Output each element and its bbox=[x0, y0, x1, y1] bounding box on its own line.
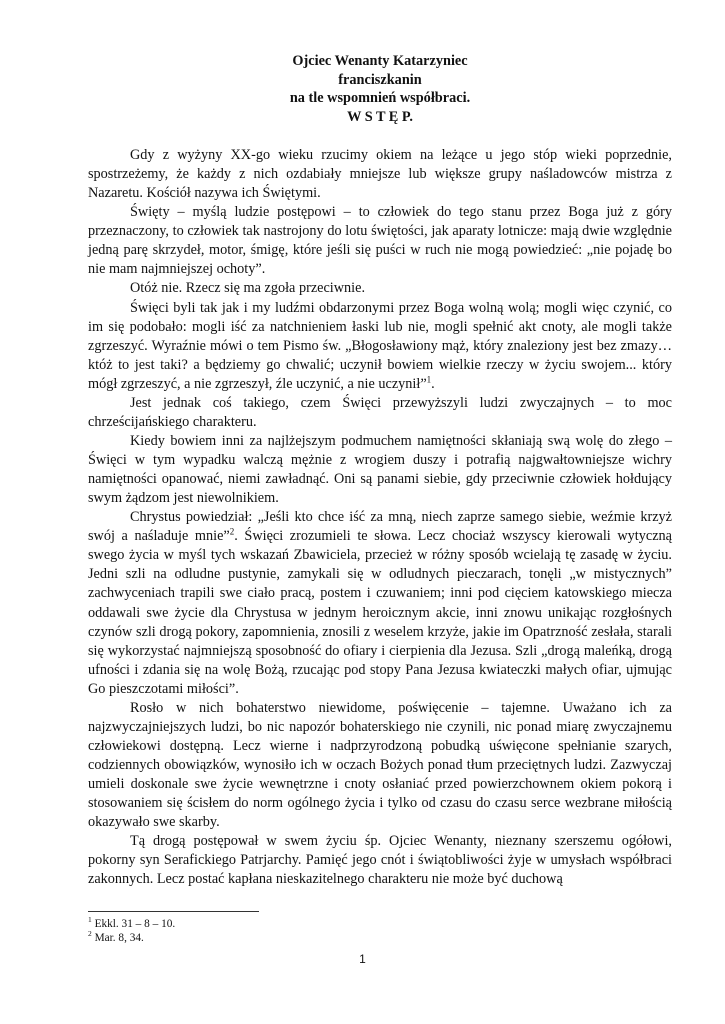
footnote-mark: 2 bbox=[88, 928, 92, 938]
title-block bbox=[90, 52, 670, 126]
footnote bbox=[88, 915, 668, 932]
paragraph-text: Otóż nie. Rzecz się ma zgoła przeciwnie. bbox=[130, 280, 366, 297]
footnote bbox=[88, 928, 668, 946]
paragraph bbox=[88, 279, 672, 298]
title-line-1: Ojciec Wenanty Katarzyniec bbox=[292, 53, 468, 69]
footnote-text: Mar. 8, 34. bbox=[91, 931, 144, 944]
title-line-3: na tle wspomnień współbraci. bbox=[289, 90, 471, 107]
paragraph-text: Tą drogą postępował w swem życiu śp. Ojciec Wenanty, nieznany szerszemu ogółowi, pokorny syn Serafickiego Patrjarchy. Pamięć jego cnót i świątobliwości żyje w umysłach współbraci zakonnych. Lecz postać kapłana nieskazitelnego charakteru nie może być duchową bbox=[88, 833, 672, 888]
paragraph bbox=[88, 508, 672, 699]
paragraph bbox=[88, 203, 672, 279]
footnote-separator bbox=[88, 911, 259, 912]
paragraph: Święci byli tak jak i my ludźmi obdarzonymi przez Boga wolną wolą; mogli więc czynić, co im się podobało: mogli iść za natchnieniem łaski lub nie, mogli spełnić akt cnoty, ale mogli także zgrzeszyć. Wyraźnie mówi o tem Pismo św. „Błogosławiony mąż, który znaleziony jest bez zmazy… któż to jest taki? a będziemy go chwalić; uczynił bowiem wielkie rzeczy w życiu swojem... który mógł zgrzeszyć, a nie zgrzeszył, źle uczynić, a nie uczynił”$^1$. bbox=[88, 299, 672, 392]
paragraph-text: Chrystus powiedział: „Jeśli kto chce iść za mną, niech zaprze samego siebie, weźmie krzyż swój a naśladuje mnie” bbox=[88, 509, 672, 545]
footnote-mark: 1 bbox=[88, 915, 92, 925]
page-number: 1 bbox=[359, 952, 366, 966]
footnote-text: Ekkl. 31 – 8 – 10. bbox=[91, 918, 176, 930]
paragraph-text: Święty – myślą ludzie postępowi – to człowiek do tego stanu przez Boga już z góry przeznaczony, to człowiek tak nastrojony do lotu świętości, jak aparaty lotnicze: mają dwie względnie jedną parę skrzydeł, motor, śmigę, które jeśli się puści w ruch nie mogą powiedzieć: „nie pojadę bo nie mam najmniejszej ochoty”. bbox=[88, 204, 672, 278]
paragraph-text: . Święci zrozumieli te słowa. Lecz chociaż wszyscy kierowali wytyczną swego życia w myśl tych wskazań Zbawiciela, przecież w różny sposób wcielają tę zasadę w życiu. Jedni szli na odludne pustynie, zamykali się w odludnych pieczarach, tonęli „w mistycznych” zachwyceniach trapili swe ciało pracą, postem i czuwaniem; inni pod cięciem katowskiego miecza oddawali swe życie dla Chrystusa w jednym heroicznym akcie, inni znowu unikając rozgłośnych czynów szli drogą pokory, zapomnienia, znosili z weselem krzyże, jakie im Opatrzność zesłała, starali się wykorzystać najmniejszą sposobność do ofiary i cierpienia dla Jezusa. Szli „drogą maleńką, drogą ufności i zdania się na wolę Bożą, rzucając pod stopy Pana Jezusa kwiateczki małych ofiar, ujmując Go pieszczotami miłości”. bbox=[88, 528, 672, 697]
paragraph bbox=[88, 432, 672, 508]
title-line-2: franciszkanin bbox=[338, 71, 422, 88]
footnote-reference[interactable]: 1 bbox=[426, 374, 432, 384]
paragraph-text: Święci byli tak jak i my ludźmi obdarzonymi przez Boga wolną wolą; mogli więc czynić, co im się podobało: mogli iść za natchnieniem łaski lub nie, mogli spełnić akt cnoty, ale mogli także zgrzeszyć. Wyraźnie mówi o tem Pismo św. „Błogosławiony mąż, który znaleziony jest bez zmazy… któż to jest taki? a będziemy go chwalić; uczynił bowiem wielkie rzeczy w życiu swojem... który mógł zgrzeszyć, a nie zgrzeszył, źle uczynić, a nie uczynił” bbox=[88, 299, 672, 392]
paragraph bbox=[88, 832, 672, 889]
footnotes bbox=[88, 915, 668, 945]
paragraph bbox=[88, 394, 672, 432]
paragraph-text: Kiedy bowiem inni za najlżejszym podmuchem namiętności skłaniają swą wolę do złego – Święci w tym wypadku walczą mężnie z wrogiem duszy i potrafią najgwałtowniejsze wichry namiętności opanować, niemi zawładnąć. Oni są panami siebie, gdy przeciwnie człowiek hołdujący swym żądzom jest niewolnikiem. bbox=[88, 432, 672, 507]
footnote-reference[interactable]: 2 bbox=[229, 526, 235, 537]
paragraph-text: Gdy z wyżyny XX-go wieku rzucimy okiem na leżące u jego stóp wieki poprzednie, spostrzeżemy, że każdy z nich ozdabiały mniejsze lub większe grupy naśladowców mistrza z Nazaretu. Kościół nazywa ich Świętymi. bbox=[88, 147, 672, 202]
paragraph bbox=[88, 699, 672, 832]
body-text bbox=[88, 146, 672, 889]
paragraph-text: Jest jednak coś takiego, czem Święci przewyższyli ludzi zwyczajnych – to moc chrześcijańskiego charakteru. bbox=[88, 394, 672, 430]
section-heading: W S T Ę P. bbox=[347, 108, 413, 125]
paragraph-text: Rosło w nich bohaterstwo niewidome, poświęcenie – tajemne. Uważano ich za najzwyczajniejszych ludzi, bo nic napozór bohaterskiego nie czynili, nic ponad miarę zwyczajnemu człowiekowi dostępną. Lecz wierne i nadprzyrodzoną pobudką uświęcone spełnianie szarych, codziennych obowiązków, wynosiło ich w oczach Bożych ponad tłum przeciętnych ludzi. Zazwyczaj umieli doskonale swe życie wewnętrzne i cnoty osłaniać przed powierzchownem okiem pokorą i stosowaniem się ścisłem do norm ogólnego życia i tylko od czasu do czasu serce wezbrane miłością okazywało swe skarby. bbox=[88, 699, 672, 831]
paragraph bbox=[88, 146, 672, 203]
